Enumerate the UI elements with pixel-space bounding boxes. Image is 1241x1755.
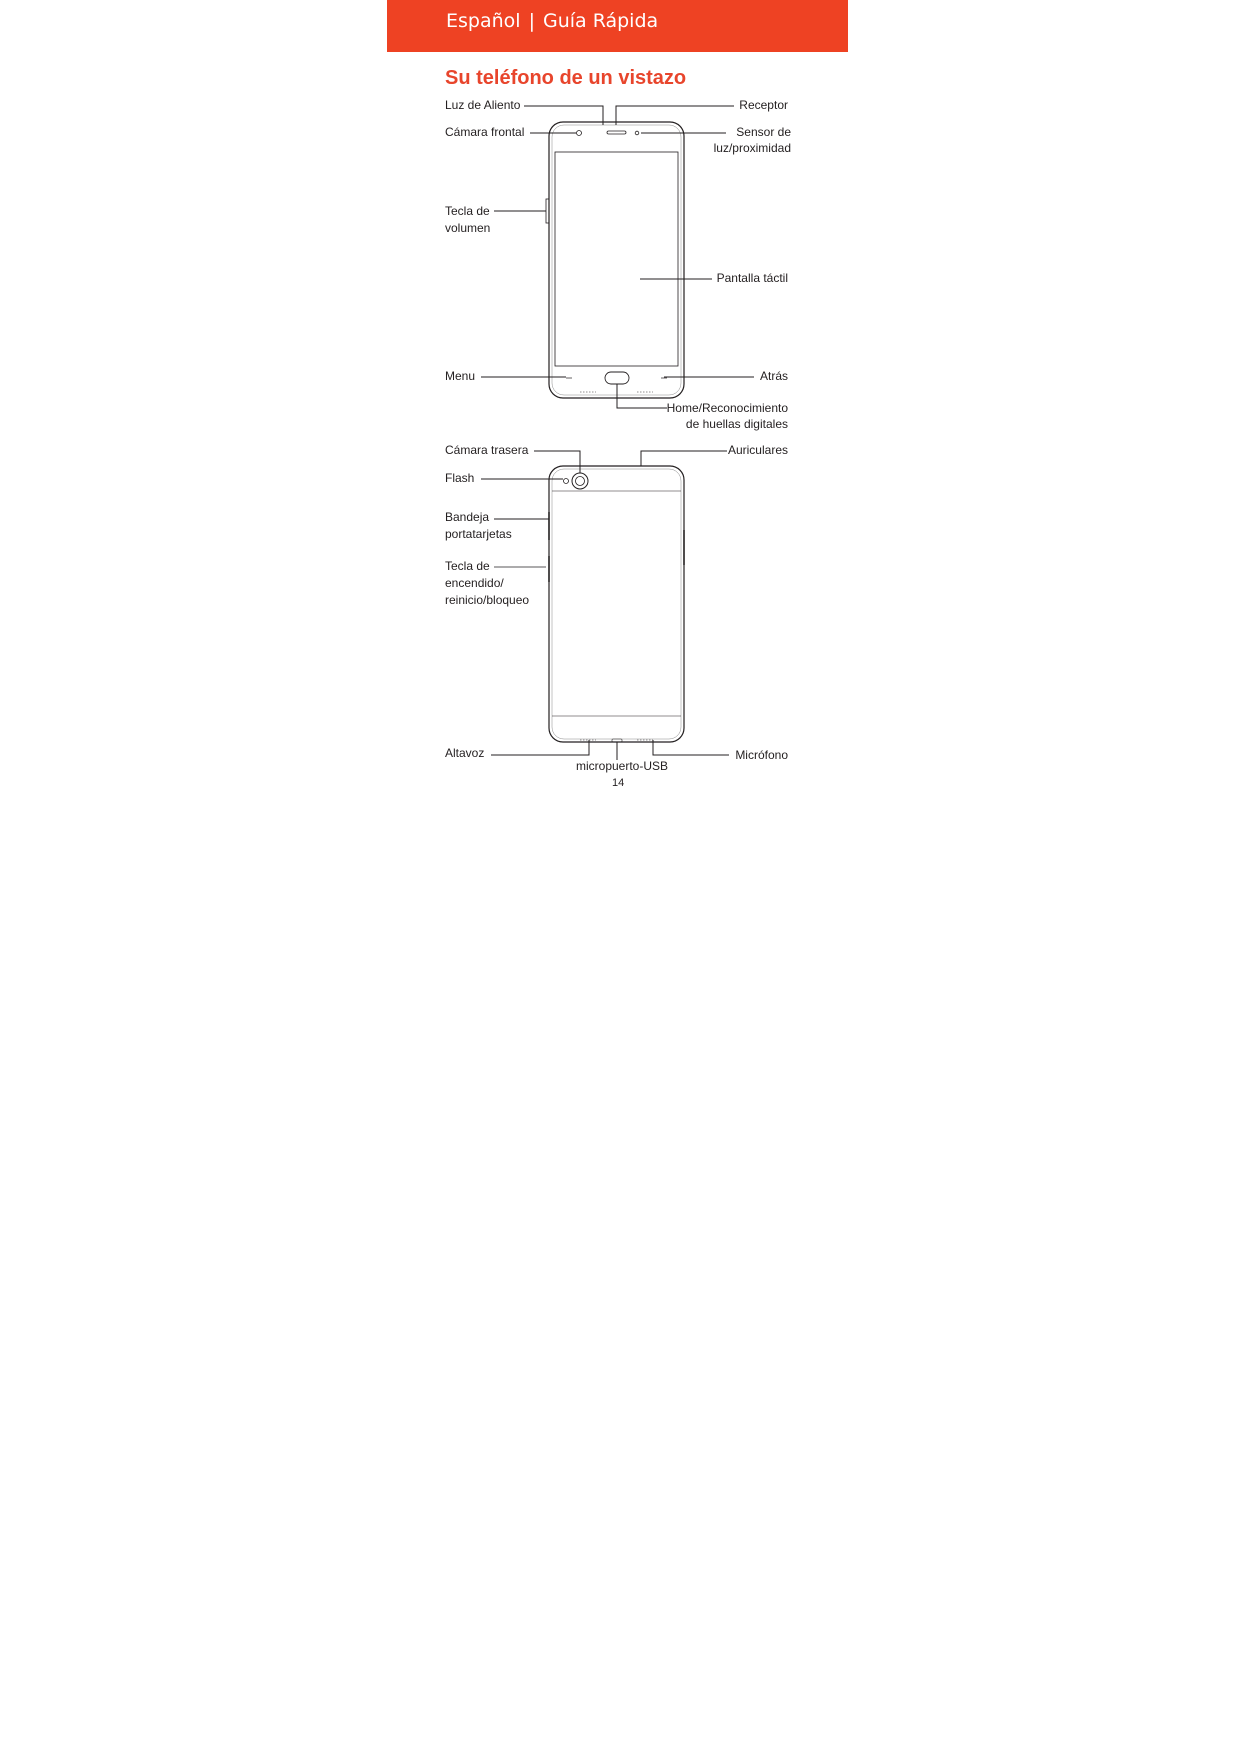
label-sensor-line1: Sensor de [736, 125, 791, 139]
label-bandeja-line1: Bandeja [445, 510, 490, 524]
label-microfono: Micrófono [735, 748, 788, 762]
label-sensor-line2: luz/proximidad [713, 141, 791, 155]
label-atras: Atrás [759, 369, 788, 383]
label-flash: Flash [445, 471, 475, 485]
label-encendido-line1: Tecla de [445, 559, 490, 573]
header-separator: | [528, 10, 535, 32]
label-camara-trasera: Cámara trasera [445, 443, 529, 457]
label-auriculares: Auriculares [727, 443, 788, 457]
page-number: 14 [612, 777, 625, 789]
label-altavoz: Altavoz [445, 746, 485, 760]
label-tecla-volumen-line2: volumen [445, 221, 491, 235]
label-receptor: Receptor [739, 98, 788, 112]
label-tecla-volumen-line1: Tecla de [445, 204, 490, 218]
front-phone-illustration [546, 122, 684, 398]
back-phone-illustration [549, 466, 684, 742]
label-encendido-line3: reinicio/bloqueo [445, 593, 530, 607]
label-encendido-line2: encendido/ [445, 576, 504, 590]
header-guide: Guía Rápida [542, 10, 659, 32]
label-camara-frontal: Cámara frontal [445, 125, 525, 139]
label-menu: Menu [445, 369, 476, 383]
label-bandeja-line2: portatarjetas [445, 527, 512, 541]
label-home-line1: Home/Reconocimiento [666, 401, 788, 415]
label-pantalla-tactil: Pantalla táctil [716, 271, 788, 285]
section-title: Su teléfono de un vistazo [445, 67, 687, 89]
header-language: Español [446, 10, 521, 32]
label-luz-de-aliento: Luz de Aliento [445, 98, 521, 112]
label-micropuerto-usb: micropuerto-USB [576, 759, 669, 773]
label-home-line2: de huellas digitales [685, 417, 788, 431]
